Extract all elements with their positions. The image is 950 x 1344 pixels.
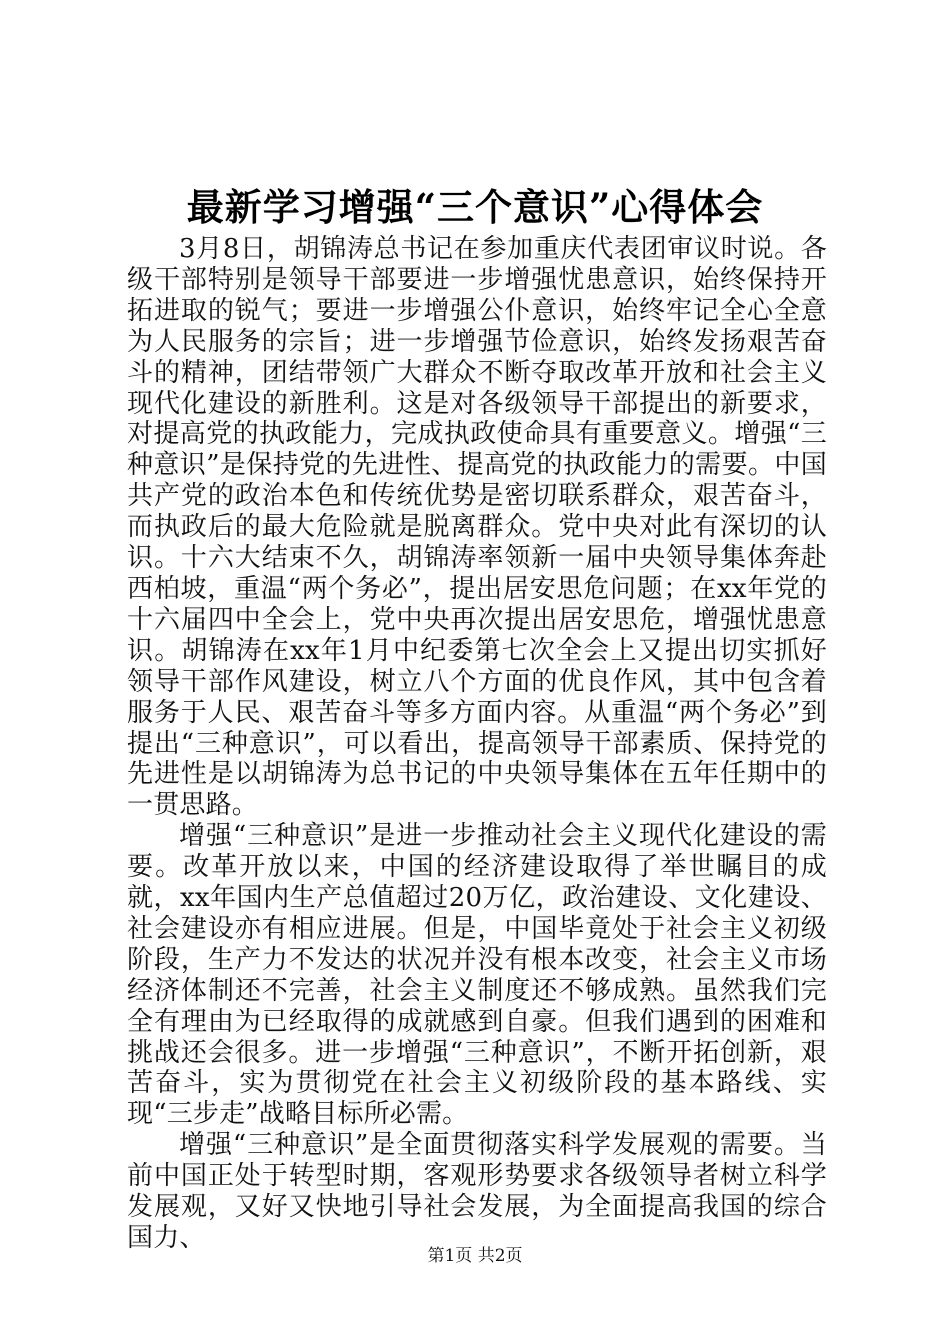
paragraph-3: 增强“三种意识”是全面贯彻落实科学发展观的需要。当前中国正处于转型时期，客观形势要求各级领导者树立科学发展观，又好又快地引导社会发展，为全面提高我国的综合国力、	[127, 1130, 827, 1253]
page-footer: 第1页 共2页	[427, 1246, 523, 1266]
paragraph-1: 3月8日，胡锦涛总书记在参加重庆代表团审议时说。各级干部特别是领导干部要进一步增强忧患意识，始终保持开拓进取的锐气；要进一步增强公仆意识，始终牢记全心全意为人民服务的宗旨；进一步增强节俭意识，始终发扬艰苦奋斗的精神，团结带领广大群众不断夺取改革开放和社会主义现代化建设的新胜利。这是对各级领导干部提出的新要求，对提高党的执政能力，完成执政使命具有重要意义。增强“三种意识”是保持党的先进性、提高党的执政能力的需要。中国共产党的政治本色和传统优势是密切联系群众，艰苦奋斗，而执政后的最大危险就是脱离群众。党中央对此有深切的认识。十六大结束不久，胡锦涛率领新一届中央领导集体奔赴西柏坡，重温“两个务必”，提出居安思危问题；在xx年党的十六届四中全会上，党中央再次提出居安思危，增强忧患意识。胡锦涛在xx年1月中纪委第七次全会上又提出切实抓好领导干部作风建设，树立八个方面的优良作风，其中包含着服务于人民、艰苦奋斗等多方面内容。从重温“两个务必”到提出“三种意识”，可以看出，提高领导干部素质、保持党的先进性是以胡锦涛为总书记的中央领导集体在五年任期中的一贯思路。	[127, 234, 827, 821]
document-title: 最新学习增强“三个意识”心得体会	[186, 185, 764, 229]
paragraph-2: 增强“三种意识”是进一步推动社会主义现代化建设的需要。改革开放以来，中国的经济建设取得了举世瞩目的成就，xx年国内生产总值超过20万亿，政治建设、文化建设、社会建设亦有相应进展。但是，中国毕竟处于社会主义初级阶段，生产力不发达的状况并没有根本改变，社会主义市场经济体制还不完善，社会主义制度还不够成熟。虽然我们完全有理由为已经取得的成就感到自豪。但我们遇到的困难和挑战还会很多。进一步增强“三种意识”，不断开拓创新，艰苦奋斗，实为贯彻党在社会主义初级阶段的基本路线、实现“三步走”战略目标所必需。	[127, 821, 827, 1130]
document-body	[127, 234, 827, 1254]
